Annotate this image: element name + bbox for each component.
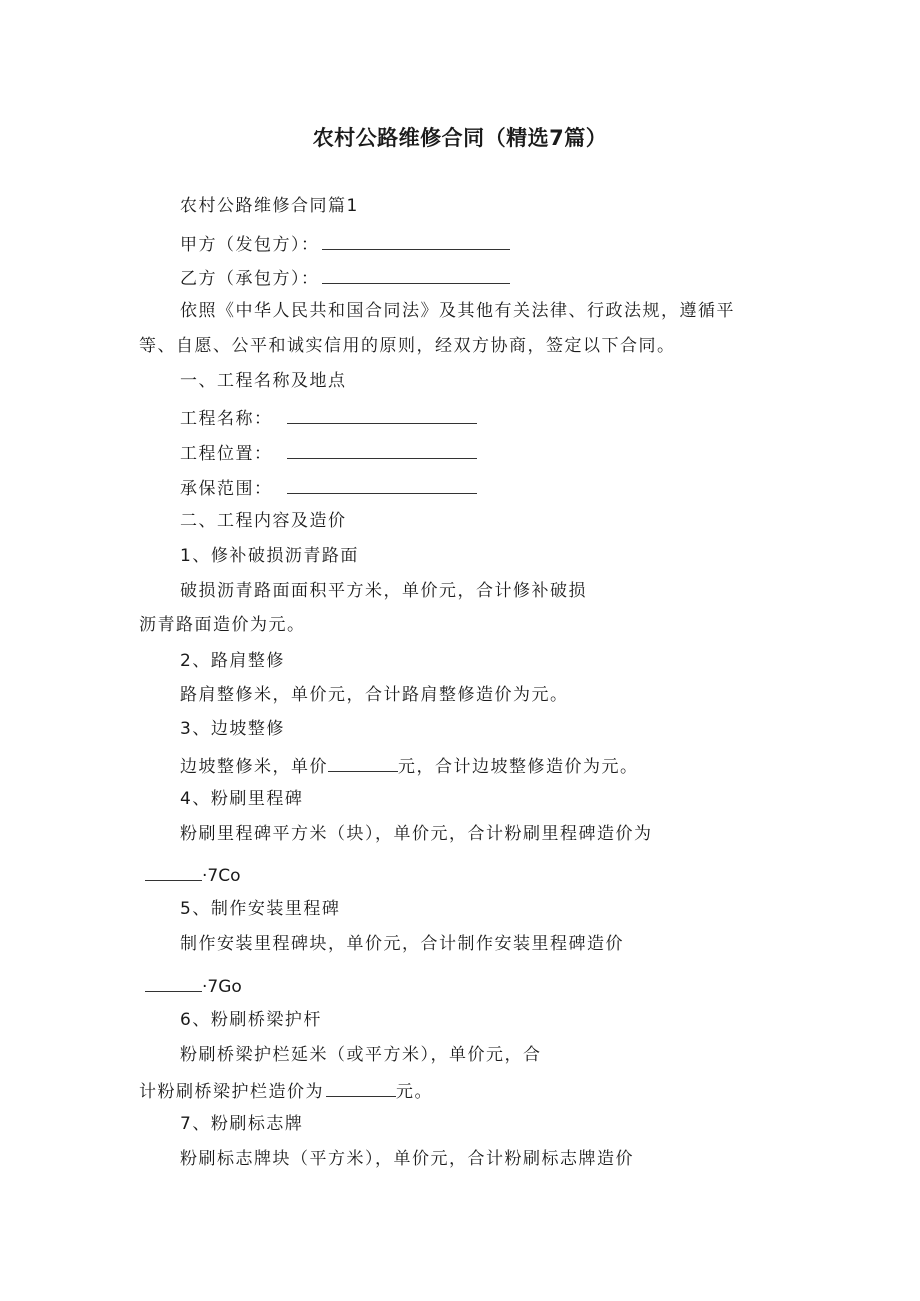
scope-line bbox=[180, 475, 477, 500]
item-3-price-blank bbox=[328, 753, 398, 772]
party-b-label: 乙方（承包方）： bbox=[180, 269, 320, 289]
item-1-heading: 1、修补破损沥青路面 bbox=[180, 546, 359, 566]
project-name-line bbox=[180, 405, 477, 430]
project-location-line bbox=[180, 440, 477, 465]
item-7-heading: 7、粉刷标志牌 bbox=[180, 1114, 304, 1134]
item-3-desc-part1: 边坡整修米，单价 bbox=[180, 757, 328, 777]
project-location-label: 工程位置： bbox=[180, 444, 273, 464]
item-3-desc bbox=[180, 753, 639, 778]
item-4-tail bbox=[145, 862, 241, 887]
item-4-heading: 4、粉刷里程碑 bbox=[180, 789, 304, 809]
item-3-heading: 3、边坡整修 bbox=[180, 719, 285, 739]
section-two-heading: 二、工程内容及造价 bbox=[180, 511, 347, 531]
item-5-heading: 5、制作安装里程碑 bbox=[180, 899, 341, 919]
section-heading-part1: 农村公路维修合同篇1 bbox=[180, 196, 359, 216]
scope-label: 承保范围： bbox=[180, 479, 273, 499]
item-6-heading: 6、粉刷桥梁护杆 bbox=[180, 1010, 322, 1030]
item-6-desc-part2: 元。 bbox=[396, 1082, 433, 1102]
item-5-tail bbox=[145, 973, 242, 998]
project-name-blank bbox=[287, 405, 477, 424]
item-1-desc-line1: 破损沥青路面面积平方米，单价元，合计修补破损 bbox=[180, 581, 587, 601]
section-one-heading: 一、工程名称及地点 bbox=[180, 371, 347, 391]
item-4-tail-blank bbox=[145, 862, 202, 881]
item-2-heading: 2、路肩整修 bbox=[180, 651, 285, 671]
item-5-tail-blank bbox=[145, 973, 202, 992]
party-b-blank bbox=[322, 265, 510, 284]
item-5-desc: 制作安装里程碑块，单价元，合计制作安装里程碑造价 bbox=[180, 934, 624, 954]
item-4-tail-text: ·7Co bbox=[202, 866, 241, 886]
party-a-blank bbox=[322, 231, 510, 250]
item-7-desc: 粉刷标志牌块（平方米），单价元，合计粉刷标志牌造价 bbox=[180, 1149, 634, 1169]
party-a-line bbox=[180, 231, 510, 256]
item-6-desc-part1: 计粉刷桥梁护栏造价为 bbox=[139, 1082, 324, 1102]
item-4-desc: 粉刷里程碑平方米（块），单价元，合计粉刷里程碑造价为 bbox=[180, 824, 653, 844]
preamble-line1: 依照《中华人民共和国合同法》及其他有关法律、行政法规，遵循平 bbox=[180, 301, 735, 321]
item-6-total-blank bbox=[326, 1078, 396, 1097]
item-6-desc-line2 bbox=[139, 1078, 433, 1103]
party-b-line bbox=[180, 265, 510, 290]
party-a-label: 甲方（发包方）： bbox=[180, 235, 320, 255]
page-title: 农村公路维修合同（精选7篇） bbox=[312, 126, 608, 150]
item-5-tail-text: ·7Go bbox=[202, 977, 242, 997]
item-3-desc-part2: 元，合计边坡整修造价为元。 bbox=[398, 757, 639, 777]
scope-blank bbox=[287, 475, 477, 494]
project-name-label: 工程名称： bbox=[180, 409, 273, 429]
project-location-blank bbox=[287, 440, 477, 459]
item-1-desc-line2: 沥青路面造价为元。 bbox=[139, 615, 306, 635]
item-2-desc: 路肩整修米，单价元，合计路肩整修造价为元。 bbox=[180, 685, 569, 705]
preamble-line2: 等、自愿、公平和诚实信用的原则，经双方协商，签定以下合同。 bbox=[139, 336, 676, 356]
item-6-desc-line1: 粉刷桥梁护栏延米（或平方米），单价元，合 bbox=[180, 1045, 542, 1065]
